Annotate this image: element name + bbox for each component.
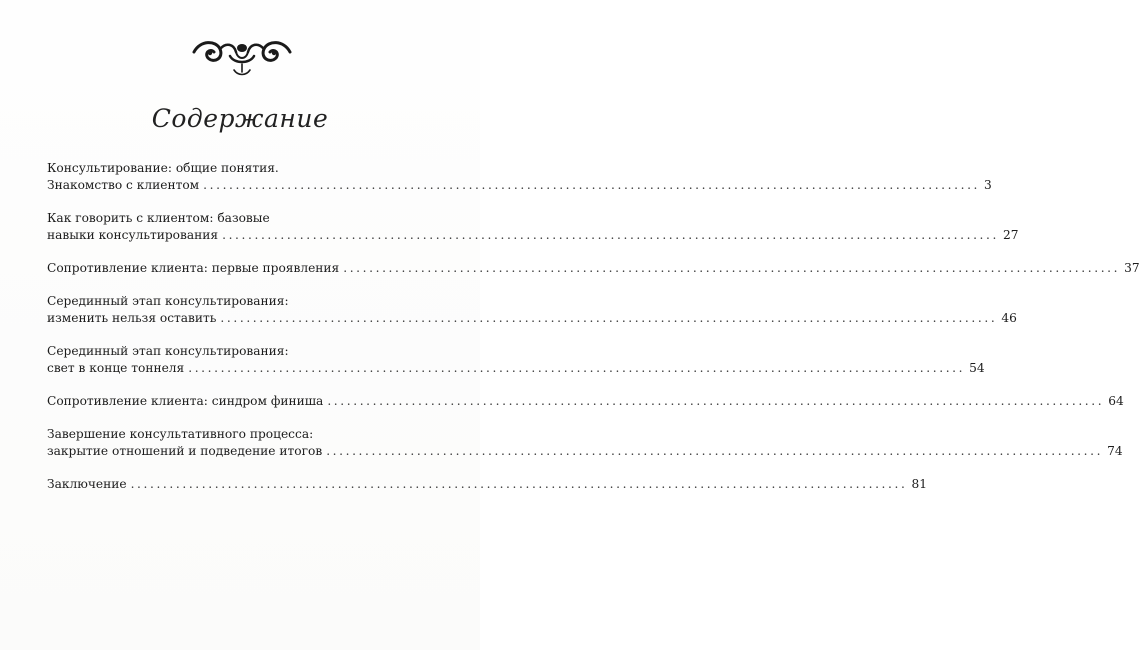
toc-entry[interactable] xyxy=(47,476,927,493)
toc-entry[interactable] xyxy=(47,160,992,194)
toc-entry-text: изменить нельзя оставить xyxy=(47,311,217,325)
toc-page-number: 37 xyxy=(1124,261,1140,275)
toc-entry-text: Знакомство с клиентом xyxy=(47,178,200,192)
dot-leader: ........................................................................................................................ xyxy=(130,477,908,491)
toc-entry-text: Серединный этап консультирования: xyxy=(47,344,289,358)
dot-leader: ........................................................................................................................ xyxy=(343,261,1121,275)
toc-entry-text: Сопротивление клиента: первые проявления xyxy=(47,261,340,275)
toc-page-number: 46 xyxy=(1001,311,1017,325)
toc-page-number: 64 xyxy=(1108,394,1124,408)
toc-entry-text: свет в конце тоннеля xyxy=(47,361,185,375)
dot-leader: ........................................................................................................................ xyxy=(222,228,999,242)
decorative-ornament xyxy=(190,36,294,78)
toc-entry-text: Сопротивление клиента: синдром финиша xyxy=(47,394,324,408)
toc-entry[interactable] xyxy=(47,260,1140,277)
toc-page-number: 3 xyxy=(984,178,992,192)
toc-entry-text: Завершение консультативного процесса: xyxy=(47,427,314,441)
dot-leader: ........................................................................................................................ xyxy=(220,311,998,325)
toc-entry[interactable] xyxy=(47,393,1124,410)
dot-leader: ........................................................................................................................ xyxy=(188,361,966,375)
toc-entry-text: навыки консультирования xyxy=(47,228,219,242)
toc-entry-text: Консультирование: общие понятия. xyxy=(47,161,279,175)
toc-entry[interactable] xyxy=(47,210,1019,244)
toc-entry-text: Серединный этап консультирования: xyxy=(47,294,289,308)
toc-page-number: 27 xyxy=(1002,228,1019,242)
toc-page-number: 74 xyxy=(1107,444,1123,458)
dot-leader: ........................................................................................................................ xyxy=(203,178,981,192)
toc-page-number: 81 xyxy=(911,477,927,491)
toc-entry-text: Как говорить с клиентом: базовые xyxy=(47,211,270,225)
toc-page-number: 54 xyxy=(969,361,985,375)
toc-entry[interactable] xyxy=(47,293,1017,327)
toc-title: Содержание xyxy=(151,104,329,133)
toc-entry[interactable] xyxy=(47,426,1123,460)
toc-entry-text: закрытие отношений и подведение итогов xyxy=(47,444,323,458)
table-of-contents xyxy=(47,160,1140,509)
toc-entry[interactable] xyxy=(47,343,985,377)
dot-leader: ........................................................................................................................ xyxy=(326,444,1104,458)
dot-leader: ........................................................................................................................ xyxy=(327,394,1105,408)
toc-entry-text: Заключение xyxy=(47,477,127,491)
